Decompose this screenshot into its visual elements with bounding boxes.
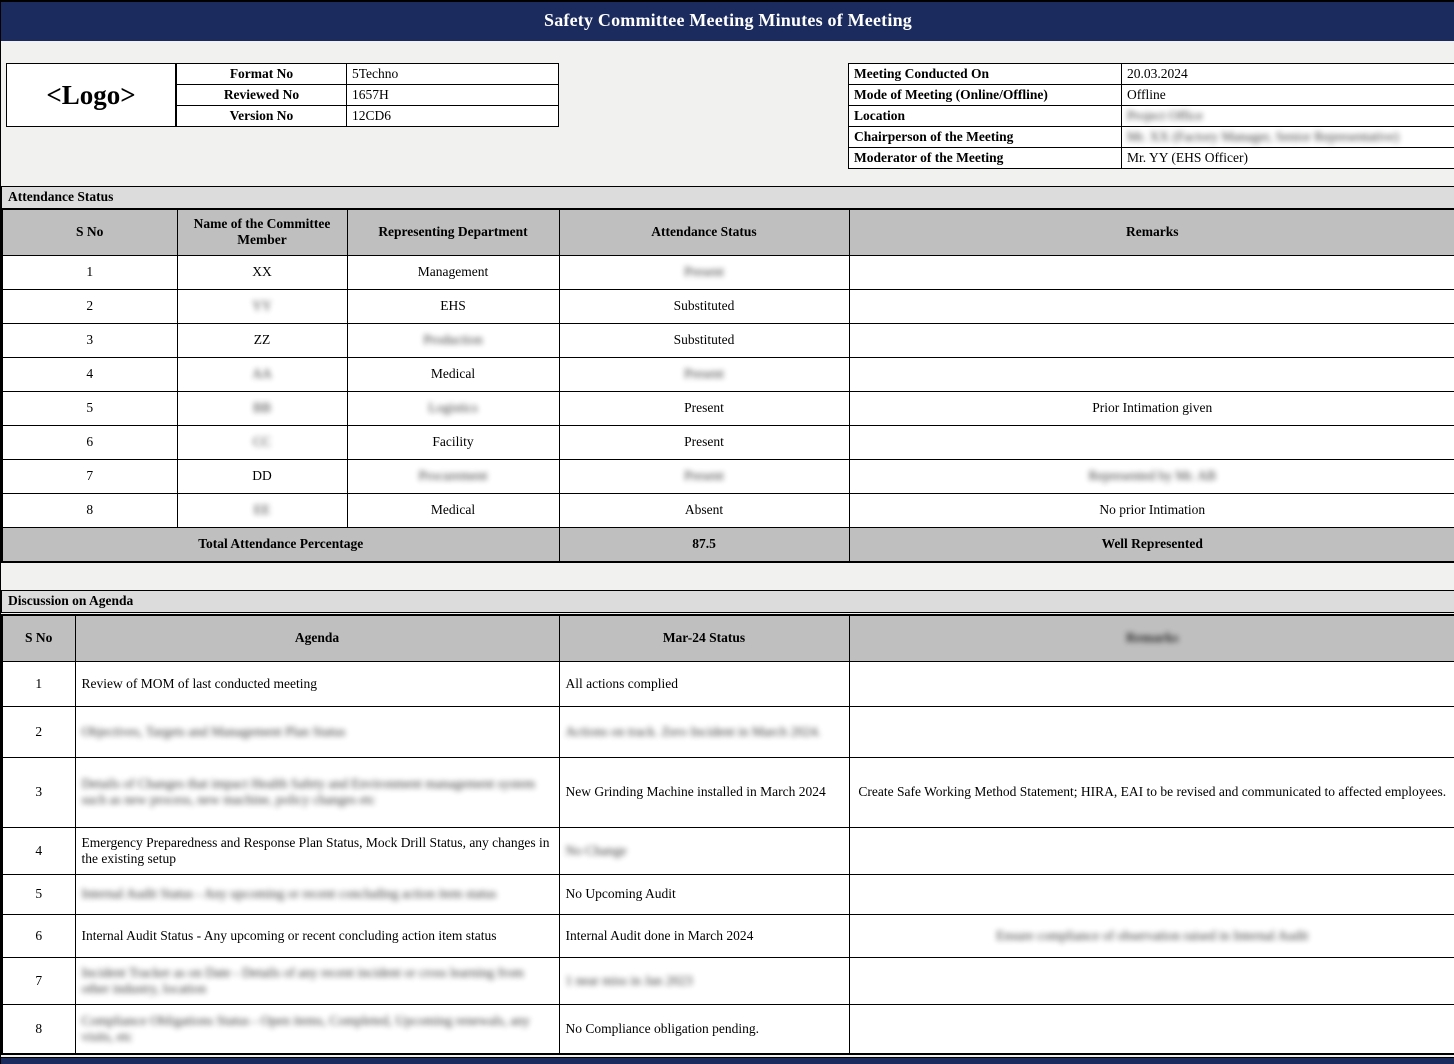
attendance-row [2, 459, 1454, 493]
attendance-row [2, 357, 1454, 391]
table-row [849, 148, 1454, 169]
cell-status: Internal Audit done in March 2024 [559, 914, 849, 957]
cell-member-name [177, 425, 347, 459]
redacted-text: Remarks [1126, 630, 1179, 646]
cell-sno: 4 [2, 357, 177, 391]
cell-department [347, 391, 559, 425]
reviewed-no-label: Reviewed No [177, 85, 347, 106]
document-title: Safety Committee Meeting Minutes of Meeting [544, 10, 912, 30]
cell-member-name [177, 357, 347, 391]
table-row [177, 64, 559, 85]
redacted-text: AA [252, 366, 272, 381]
col-header-remarks [849, 615, 1454, 661]
col-header-remarks: Remarks [849, 209, 1454, 255]
cell-member-name: XX [177, 255, 347, 289]
col-header-attendance-status: Attendance Status [559, 209, 849, 255]
attendance-row [2, 323, 1454, 357]
cell-sno: 1 [2, 255, 177, 289]
cell-remarks [849, 255, 1454, 289]
cell-remarks [849, 874, 1454, 914]
meeting-location-value [1122, 106, 1454, 127]
meeting-location-label: Location [849, 106, 1122, 127]
agenda-table [1, 614, 1454, 1055]
cell-status [559, 255, 849, 289]
cell-department: Management [347, 255, 559, 289]
cell-department [347, 323, 559, 357]
cell-remarks: Create Safe Working Method Statement; HIRA, EAI to be revised and communicated to affected employees. [849, 757, 1454, 827]
table-row [849, 106, 1454, 127]
agenda-section-title: Discussion on Agenda [1, 590, 1454, 613]
cell-remarks [849, 323, 1454, 357]
cell-department: Medical [347, 357, 559, 391]
cell-sno: 3 [2, 757, 75, 827]
cell-sno: 5 [2, 391, 177, 425]
table-row [177, 85, 559, 106]
cell-member-name [177, 391, 347, 425]
cell-sno: 7 [2, 957, 75, 1004]
table-row [177, 106, 559, 127]
cell-agenda [75, 757, 559, 827]
logo-placeholder [6, 63, 176, 127]
redacted-text: Procurement [418, 468, 488, 483]
document-title-bar [1, 0, 1454, 41]
cell-agenda: Emergency Preparedness and Response Plan Status, Mock Drill Status, any changes in the existing setup [75, 827, 559, 874]
cell-department: Medical [347, 493, 559, 527]
cell-remarks [849, 1004, 1454, 1054]
cell-sno: 3 [2, 323, 177, 357]
meeting-chairperson-label: Chairperson of the Meeting [849, 127, 1122, 148]
attendance-row [2, 425, 1454, 459]
cell-status: Absent [559, 493, 849, 527]
cell-remarks [849, 459, 1454, 493]
cell-department: Facility [347, 425, 559, 459]
next-section-bar [1, 1057, 1454, 1064]
agenda-row [2, 1004, 1454, 1054]
cell-sno: 6 [2, 914, 75, 957]
redacted-text: Present [684, 264, 724, 279]
meeting-mode-value: Offline [1122, 85, 1454, 106]
cell-department [347, 459, 559, 493]
attendance-row [2, 289, 1454, 323]
redacted-text: Incident Tracker as on Date - Details of any recent incident or cross learning from other industry, location [81, 964, 524, 996]
total-attendance-label: Total Attendance Percentage [2, 527, 559, 562]
redacted-text: YY [252, 298, 272, 313]
cell-status: No Compliance obligation pending. [559, 1004, 849, 1054]
cell-member-name [177, 493, 347, 527]
cell-agenda [75, 1004, 559, 1054]
cell-status: Present [559, 391, 849, 425]
cell-sno: 5 [2, 874, 75, 914]
agenda-row [2, 757, 1454, 827]
cell-status: New Grinding Machine installed in March 2024 [559, 757, 849, 827]
redacted-text: Internal Audit Status - Any upcoming or recent concluding action item status [81, 886, 497, 901]
cell-sno: 4 [2, 827, 75, 874]
agenda-header-row [2, 615, 1454, 661]
meeting-chairperson-value [1122, 127, 1454, 148]
reviewed-no-value: 1657H [347, 85, 559, 106]
redacted-text: Production [423, 332, 483, 347]
format-no-label: Format No [177, 64, 347, 85]
agenda-row [2, 957, 1454, 1004]
col-header-sno: S No [2, 209, 177, 255]
cell-status: Substituted [559, 323, 849, 357]
redacted-text: Actions on track. Zero Incident in March 2024. [565, 723, 821, 739]
cell-status: All actions complied [559, 661, 849, 706]
col-header-month-status: Mar-24 Status [559, 615, 849, 661]
redacted-text: CC [252, 434, 271, 449]
attendance-header-row [2, 209, 1454, 255]
redacted-text: No Change [565, 842, 627, 858]
meeting-moderator-label: Moderator of the Meeting [849, 148, 1122, 169]
attendance-row [2, 255, 1454, 289]
cell-remarks [849, 827, 1454, 874]
attendance-row [2, 493, 1454, 527]
cell-remarks [849, 914, 1454, 957]
attendance-section-title: Attendance Status [1, 186, 1454, 209]
cell-member-name: DD [177, 459, 347, 493]
cell-agenda [75, 706, 559, 757]
redacted-text: Ensure compliance of observation raised in Internal Audit [996, 927, 1309, 943]
cell-remarks: No prior Intimation [849, 493, 1454, 527]
version-no-label: Version No [177, 106, 347, 127]
total-attendance-value: 87.5 [559, 527, 849, 562]
cell-status: No Upcoming Audit [559, 874, 849, 914]
cell-agenda: Internal Audit Status - Any upcoming or recent concluding action item status [75, 914, 559, 957]
cell-agenda [75, 957, 559, 1004]
format-info-table [176, 63, 559, 127]
redacted-text: 1 near miss in Jan 2023 [565, 972, 693, 988]
cell-member-name [177, 289, 347, 323]
redacted-text: Represented by Mr. AB [1088, 468, 1216, 483]
table-row [849, 85, 1454, 106]
agenda-row [2, 706, 1454, 757]
cell-status [559, 706, 849, 757]
redacted-text: Logistics [428, 400, 478, 415]
cell-sno: 8 [2, 493, 177, 527]
cell-sno: 7 [2, 459, 177, 493]
version-no-value: 12CD6 [347, 106, 559, 127]
col-header-sno: S No [2, 615, 75, 661]
total-attendance-remarks: Well Represented [849, 527, 1454, 562]
meeting-info-table [848, 63, 1454, 169]
redacted-text: Objectives, Targets and Management Plan Status [81, 723, 346, 739]
col-header-agenda: Agenda [75, 615, 559, 661]
col-header-member-name: Name of the Committee Member [177, 209, 347, 255]
attendance-row [2, 391, 1454, 425]
redacted-text: Present [684, 366, 724, 381]
agenda-row [2, 914, 1454, 957]
meeting-moderator-value: Mr. YY (EHS Officer) [1122, 148, 1454, 169]
logo-text: <Logo> [46, 79, 136, 110]
meeting-date-label: Meeting Conducted On [849, 64, 1122, 85]
table-row [849, 64, 1454, 85]
cell-status: Substituted [559, 289, 849, 323]
redacted-text: Project Office [1127, 108, 1203, 123]
cell-status [559, 957, 849, 1004]
cell-status [559, 357, 849, 391]
cell-sno: 1 [2, 661, 75, 706]
cell-member-name: ZZ [177, 323, 347, 357]
cell-sno: 6 [2, 425, 177, 459]
cell-sno: 2 [2, 706, 75, 757]
redacted-text: Compliance Obligations Status - Open items, Completed, Upcoming renewals, any visits, etc [81, 1012, 530, 1044]
redacted-text: Present [684, 468, 724, 483]
cell-status [559, 459, 849, 493]
cell-sno: 8 [2, 1004, 75, 1054]
meeting-mode-label: Mode of Meeting (Online/Offline) [849, 85, 1122, 106]
meeting-date-value: 20.03.2024 [1122, 64, 1454, 85]
cell-remarks: Prior Intimation given [849, 391, 1454, 425]
cell-department: EHS [347, 289, 559, 323]
redacted-text: Mr. XX (Factory Manager, Senior Representative) [1127, 129, 1400, 144]
cell-remarks [849, 706, 1454, 757]
cell-remarks [849, 425, 1454, 459]
redacted-text: EE [253, 502, 271, 517]
redacted-text: Details of Changes that impact Health Safety and Environment management system such as new process, new machine, policy changes etc [81, 776, 536, 807]
agenda-row [2, 661, 1454, 706]
cell-status [559, 827, 849, 874]
cell-remarks [849, 289, 1454, 323]
cell-status: Present [559, 425, 849, 459]
table-row [849, 127, 1454, 148]
redacted-text: BB [252, 400, 271, 415]
format-no-value: 5Techno [347, 64, 559, 85]
cell-remarks [849, 357, 1454, 391]
attendance-table [1, 208, 1454, 563]
col-header-department: Representing Department [347, 209, 559, 255]
cell-sno: 2 [2, 289, 177, 323]
cell-agenda: Review of MOM of last conducted meeting [75, 661, 559, 706]
attendance-total-row [2, 527, 1454, 562]
agenda-row [2, 827, 1454, 874]
cell-agenda [75, 874, 559, 914]
cell-remarks [849, 661, 1454, 706]
cell-remarks [849, 957, 1454, 1004]
agenda-row [2, 874, 1454, 914]
